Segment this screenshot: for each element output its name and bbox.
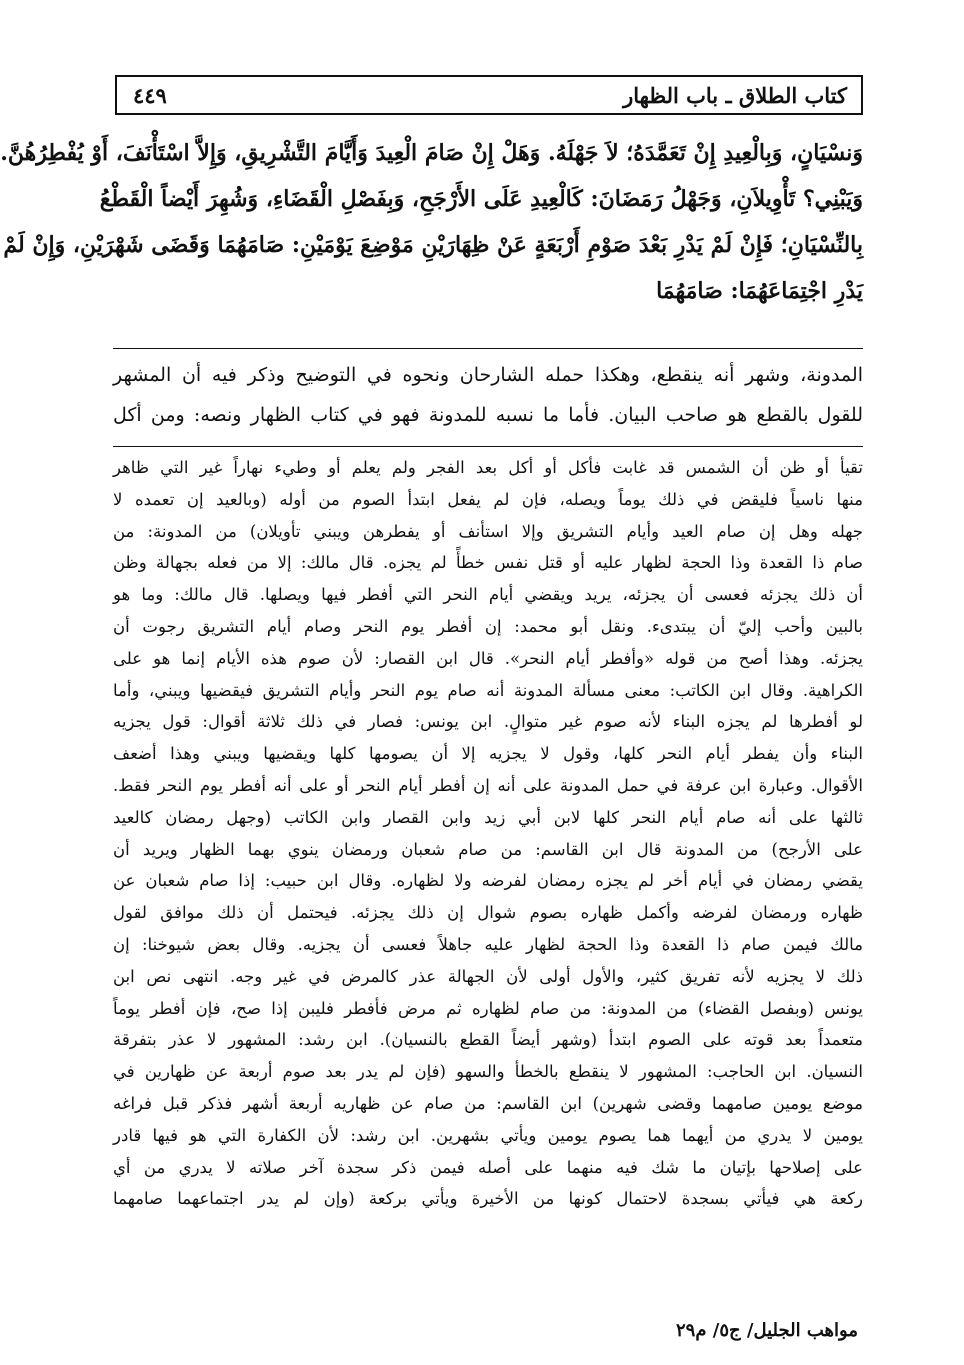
- matn-line: يَدْرِ اجْتِمَاعَهُمَا: صَامَهُمَا: [656, 278, 863, 304]
- hashiya-line: بالبين وأحب إليّ أن يبتدىء. ونقل أبو محمد: إن أفطر يوم النحر وصام أيام التشريق رجوت أن: [113, 616, 863, 636]
- hashiya-line: الأقوال. وعبارة ابن عرفة في حمل المدونة على أنه إن أفطر أيام النحر أو على أنه أفطر يوم النحر فقط.: [113, 775, 863, 795]
- hashiya-line: على الأرجح) من المدونة قال ابن القاسم: من صام شعبان ورمضان ينوي بهما الظهار ويريد أن: [113, 839, 863, 859]
- hashiya-line: ظهاره ورمضان لفرضه وأكمل ظهاره بصوم شوال إن ذلك يجزئه. فيحتمل أن ذلك موافق لقول: [113, 903, 863, 923]
- hashiya-line: يومين لا يدري من أيهما هما يصوم يومين ويأتي بشهرين. ابن رشد: لأن الكفارة التي هو فيها قادر: [113, 1125, 863, 1145]
- hashiya-line: لو أفطرها لم يجزه البناء لأنه صوم غير متوالٍ. ابن يونس: فصار في ذلك ثلاثة أقوال: قول يجزيه: [113, 712, 863, 732]
- hashiya-line: موضع يومين صامهما وقضى شهرين) ابن القاسم: من صام عن ظهاريه أربعة أشهر فذكر قبل فراغه: [113, 1093, 863, 1113]
- hashiya-line: النسيان. ابن الحاجب: المشهور لا ينقطع بالخطأ والسهو (فإن لم يدر بعد صوم أربعة عن ظهارين في: [113, 1062, 863, 1082]
- sharh-text-block: [113, 355, 863, 435]
- hashiya-line: مالك فيمن صام ذا القعدة وذا الحجة لظهار عليه جاهلاً فعسى أن يجزيه. وقال بعض شيوخنا: إن: [113, 934, 863, 954]
- hashiya-line: الكراهية. وقال ابن الكاتب: معنى مسألة المدونة أنه صام يوم النحر وأيام التشريق فيقضيها ويبني، وأما: [113, 680, 863, 700]
- sharh-line: المدونة، وشهر أنه ينقطع، وهكذا حمله الشارحان ونحوه في التوضيح وذكر فيه أن المشهر: [113, 364, 863, 386]
- hashiya-line: ذلك لا يجزيه لأنه تفريق كثير، والأول أولى لأن الجهالة عذر كالمرض في غير وجه. انتهى نص ابن: [113, 966, 863, 986]
- page-number: ٤٤٩: [133, 83, 167, 108]
- hashiya-line: أن ذلك يجزئه فعسى أن يجزئه، يريد ويقضي أيام النحر التي أفطر فيها ويصلها. قال مالك: وما هو: [113, 585, 863, 605]
- matn-line: وَنسْيَانٍ، وَبِالْعِيدِ إِنْ تَعَمَّدَهُ؛ لاَ جَهْلَهُ. وَهَلْ إِنْ صَامَ الْعِيدَ وَأَيَّامَ التَّشْرِيقِ، وَإِلاَّ اسْتَأْنَفَ، أَوْ يُفْطِرُهُنَّ.: [0, 140, 863, 166]
- hashiya-line: صام ذا القعدة وذا الحجة لظهار عليه أو قتل نفس خطأً لم يجزه. قال مالك: إلا من فعله بجهالة وظن: [113, 553, 863, 573]
- hashiya-text-block: [113, 452, 863, 1215]
- chapter-title: كتاب الطلاق ـ باب الظهار: [623, 83, 847, 108]
- section-divider: [113, 348, 863, 349]
- section-divider: [113, 446, 863, 447]
- hashiya-line: ركعة هي فيأتي بسجدة لاحتمال كونها من الأخيرة ويأتي بركعة (وإن لم يدر اجتماعهما صامهما: [113, 1189, 863, 1209]
- sharh-line: للقول بالقطع هو صاحب البيان. فأما ما نسبه للمدونة فهو في كتاب الظهار ونصه: ومن أكل: [113, 404, 863, 426]
- hashiya-line: ثالثها على أنه صام أيام النحر كلها لابن أبي زيد وابن القصار وابن الكاتب (وجهل رمضان كالعيد: [113, 807, 863, 827]
- hashiya-line: على إصلاحها بإتيان ما شك فيه منهما على أصله فيمن ذكر سجدة آخر صلاته لا يدري من أي: [113, 1157, 863, 1177]
- matn-line: وَيَبْنِي؟ تَأْوِيلاَنِ، وَجَهْلُ رَمَضَانَ: كَالْعِيدِ عَلَى الأَرْجَحِ، وَبِفَصْلِ الْقَضَاءِ، وَشُهِرَ أَيْضاً الْقَطْعُ: [99, 186, 863, 212]
- matn-text-block: [0, 130, 863, 314]
- running-header: [115, 75, 863, 115]
- hashiya-line: متعمداً بعد قوته على الصوم ابتدأ (وشهر أيضاً القطع بالنسيان). ابن رشد: المشهور لا عذر بتفرقة: [113, 1030, 863, 1050]
- hashiya-line: منها ناسياً فليقض في ذلك يوماً ويصله، فإن لم يفعل ابتدأ الصوم من أوله (وبالعيد إن تعمده لا: [113, 489, 863, 509]
- hashiya-line: البناء وأن يفطر أيام النحر كلها، وقول لا يجزيه إلا أن يصومها كلها ويقضيها ويبني وهذا أضعف: [113, 744, 863, 764]
- hashiya-line: يونس (وبفصل القضاء) من المدونة: من صام لظهاره ثم مرض فأفطر فليبن إذا صح، فإن أفطر يوماً: [113, 998, 863, 1018]
- hashiya-line: تقيأ أو ظن أن الشمس قد غابت فأكل أو أكل بعد الفجر ولم يعلم أو وطيء نهاراً غير التي ظاهر: [113, 458, 863, 477]
- hashiya-line: يجزئه. وهذا أصح من قوله «وأفطر أيام النحر». قال ابن القصار: لأن صوم هذه الأيام إنما هو على: [113, 648, 863, 668]
- hashiya-line: جهله وهل إن صام العيد وأيام التشريق وإلا استأنف أو يفطرهن ويبني تأويلان) من المدونة: من: [113, 521, 863, 541]
- footer-signature: مواهب الجليل/ ج٥/ م٢٩: [676, 1320, 858, 1341]
- matn-line: بِالنِّسْيَانِ؛ فَإِنْ لَمْ يَدْرِ بَعْدَ صَوْمِ أَرْبَعَةٍ عَنْ ظِهَارَيْنِ مَوْضِعَ يَوْمَيْنِ: صَامَهُمَا وَقَضَى شَهْرَيْنِ، وَإِنْ لَمْ: [3, 232, 863, 258]
- hashiya-line: يقضي رمضان في أيام أخر لم يجزه رمضان لفرضه ولا لظهاره. وقال ابن حبيب: إذا صام شعبان عن: [113, 871, 863, 891]
